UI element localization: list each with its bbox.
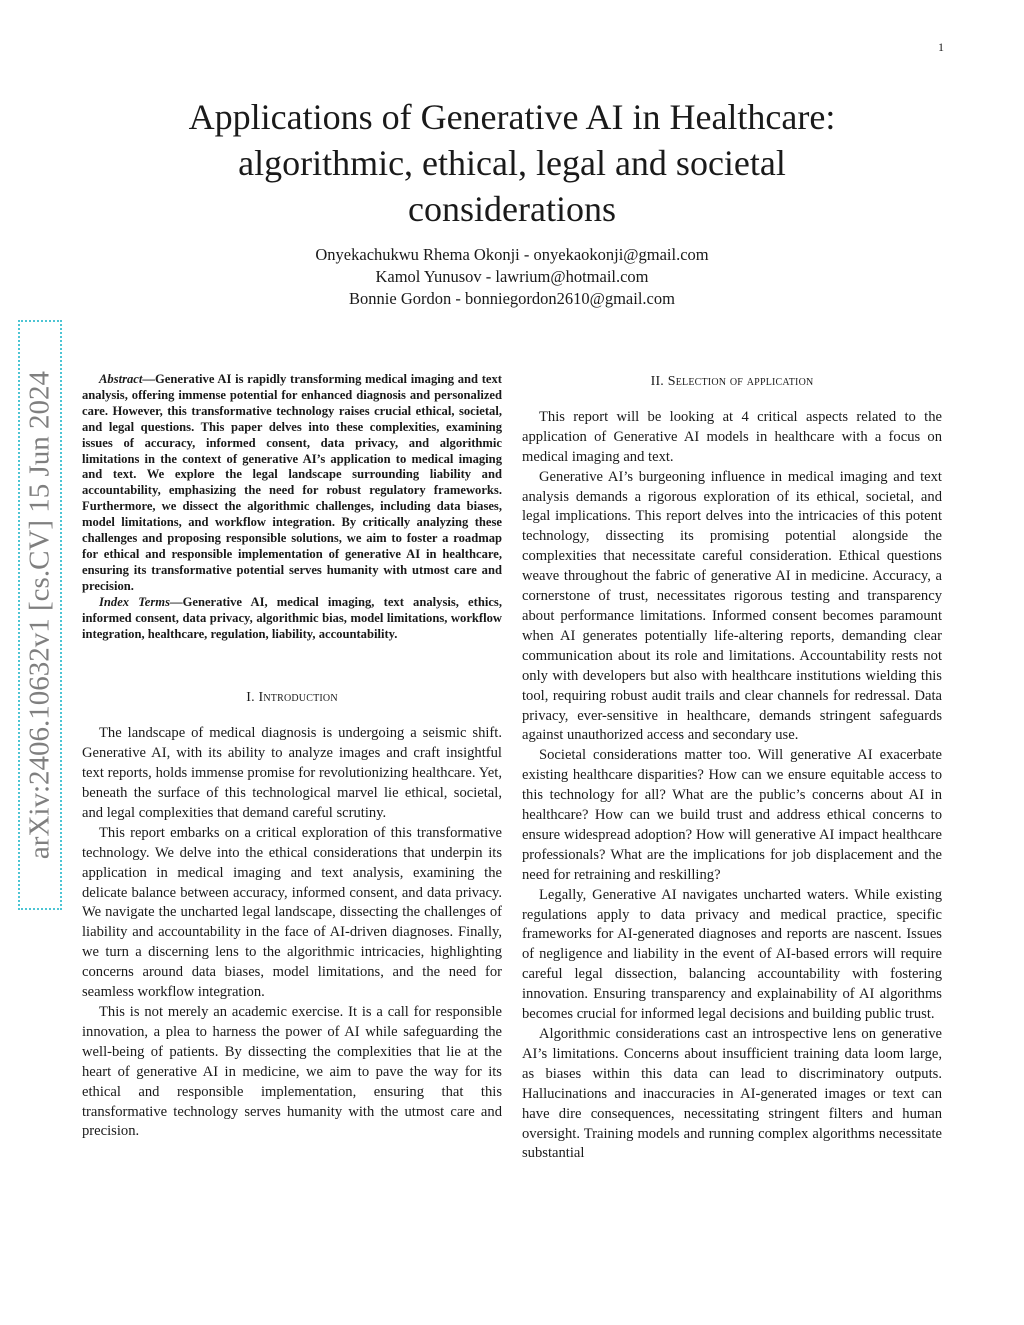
page-number: 1: [938, 40, 944, 54]
section-number: II.: [650, 374, 665, 389]
paragraph: This is not merely an academic exercise. It is a call for responsible innovation, a plea to harness the power of AI while safeguarding the well-being of patients. By dissecting the complexities that lie at the heart of generative AI in medicine, we aim to pave the way for its ethical and responsible implementation, ensuring that this transformative technology serves humanity with the utmost care and precision.: [82, 1004, 502, 1140]
abstract: [82, 372, 502, 595]
paragraph: Generative AI’s burgeoning influence in medical imaging and text analysis demands a rigorous exploration of its ethical, societal, and legal implications. This report delves into the intricacies of this potent technology, dissecting its promising potential alongside the complexities that necessitate careful consideration. Ethical questions weave throughout the fabric of generative AI in medicine. Accuracy, a cornerstone of trust, necessitates rigorous testing and transparency about performance limitations. Informed consent becomes paramount when AI generates potentially life-altering reports, demanding clear communication about its role and limitations. Accountability rests not only with developers but also with healthcare institutions wielding this tool, requiring robust audit trails and clear channels for redressal. Data privacy, ever-sensitive in healthcare, demands stringent safeguards against unauthorized access and secondary use.: [522, 468, 942, 744]
arxiv-identifier-stamp: [18, 320, 62, 910]
arxiv-identifier-text: arXiv:2406.10632v1 [cs.CV] 15 Jun 2024: [23, 370, 56, 860]
paragraph: This report embarks on a critical exploration of this transformative technology. We delve into the ethical considerations that underpin its application in medical imaging and text analysis, examining the delicate balance between accuracy, informed consent, and data privacy. We navigate the uncharted legal landscape, dissecting the challenges of liability and accountability in the face of AI-driven diagnoses. Finally, we turn a discerning lens to the algorithmic intricacies, highlighting concerns around data biases, model limitations, and the need for seamless workflow integration.: [82, 824, 502, 1001]
author-line: Kamol Yunusov - lawrium@hotmail.com: [375, 267, 649, 286]
paragraph: Algorithmic considerations cast an introspective lens on generative AI’s limitations. Concerns about insufficient training data loom large, as biases within this data can lead to discriminatory outputs. Hallucinations and inaccuracies in AI-generated images or text can have dire consequences, necessitating stringent filters and human oversight. Training models and running complex algorithms necessitate substantial: [522, 1026, 942, 1162]
author-line: Onyekachukwu Rhema Okonji - onyekaokonji@gmail.com: [315, 245, 709, 264]
left-column: [82, 372, 502, 1142]
paragraph: This report will be looking at 4 critical aspects related to the application of Generative AI models in healthcare with a focus on medical imaging and text.: [522, 408, 942, 465]
paragraph: The landscape of medical diagnosis is undergoing a seismic shift. Generative AI, with its ability to analyze images and craft insightful text reports, holds immense promise for revolutionizing healthcare. Yet, beneath the surface of this technological marvel lie ethical, societal, and legal complexities that demand careful scrutiny.: [82, 725, 502, 821]
index-terms-text: —Generative AI, medical imaging, text analysis, ethics, informed consent, data privacy, algorithmic bias, model limitations, workflow integration, healthcare, regulation, liability, accountability.: [82, 594, 502, 641]
index-terms: [82, 595, 502, 643]
title-line: algorithmic, ethical, legal and societal: [238, 143, 786, 183]
title-line: considerations: [408, 189, 616, 229]
abstract-text: —Generative AI is rapidly transforming medical imaging and text analysis, offering immense potential for enhanced diagnosis and personalized care. However, this transformative technology raises crucial ethical, societal, and legal questions. This paper delves into these complexities, examining issues of accuracy, informed consent, data privacy, and algorithmic limitations in the context of generative AI’s application to medical imaging and text. We explore the legal landscape surrounding liability and accountability, emphasizing the need for robust regulatory frameworks. Furthermore, we dissect the algorithmic challenges, including data biases, model limitations, and workflow integration. By critically analyzing these challenges and proposing responsible solutions, we aim to foster a roadmap for ethical and responsible implementation of generative AI in healthcare, ensuring its transformative potential serves humanity with utmost care and precision.: [82, 372, 502, 593]
paragraph: Legally, Generative AI navigates uncharted waters. While existing regulations apply to data privacy and medical practice, specific frameworks for AI-generated diagnoses and reports are nascent. Issues of negligence and liability in the event of AI-based errors will require careful legal dissection, balancing accountability with fostering innovation. Ensuring transparency and explainability of AI algorithms becomes crucial for informed legal decisions and building public trust.: [522, 886, 942, 1023]
author-line: Bonnie Gordon - bonniegordon2610@gmail.com: [349, 289, 675, 308]
paper-title: [110, 94, 914, 232]
section-title: Introduction: [258, 690, 338, 706]
author-list: [110, 244, 914, 310]
right-column: [522, 372, 942, 1164]
section-number: I.: [246, 690, 255, 706]
section-heading-selection-of-application: [522, 372, 942, 392]
abstract-label: Abstract: [99, 372, 143, 386]
index-terms-label: Index Terms: [99, 594, 170, 609]
section-heading-introduction: [82, 688, 502, 708]
paragraph: Societal considerations matter too. Will generative AI exacerbate existing healthcare disparities? How can we ensure equitable access to this technology for all? What are the public’s concerns about AI in healthcare? How can we build trust and address ethical concerns to ensure widespread adoption? How will generative AI impact healthcare professionals? What are the implications for job displacement and the need for retraining and reskilling?: [522, 747, 942, 883]
section-title: Selection of application: [667, 374, 814, 389]
title-line: Applications of Generative AI in Healthcare:: [188, 97, 836, 137]
